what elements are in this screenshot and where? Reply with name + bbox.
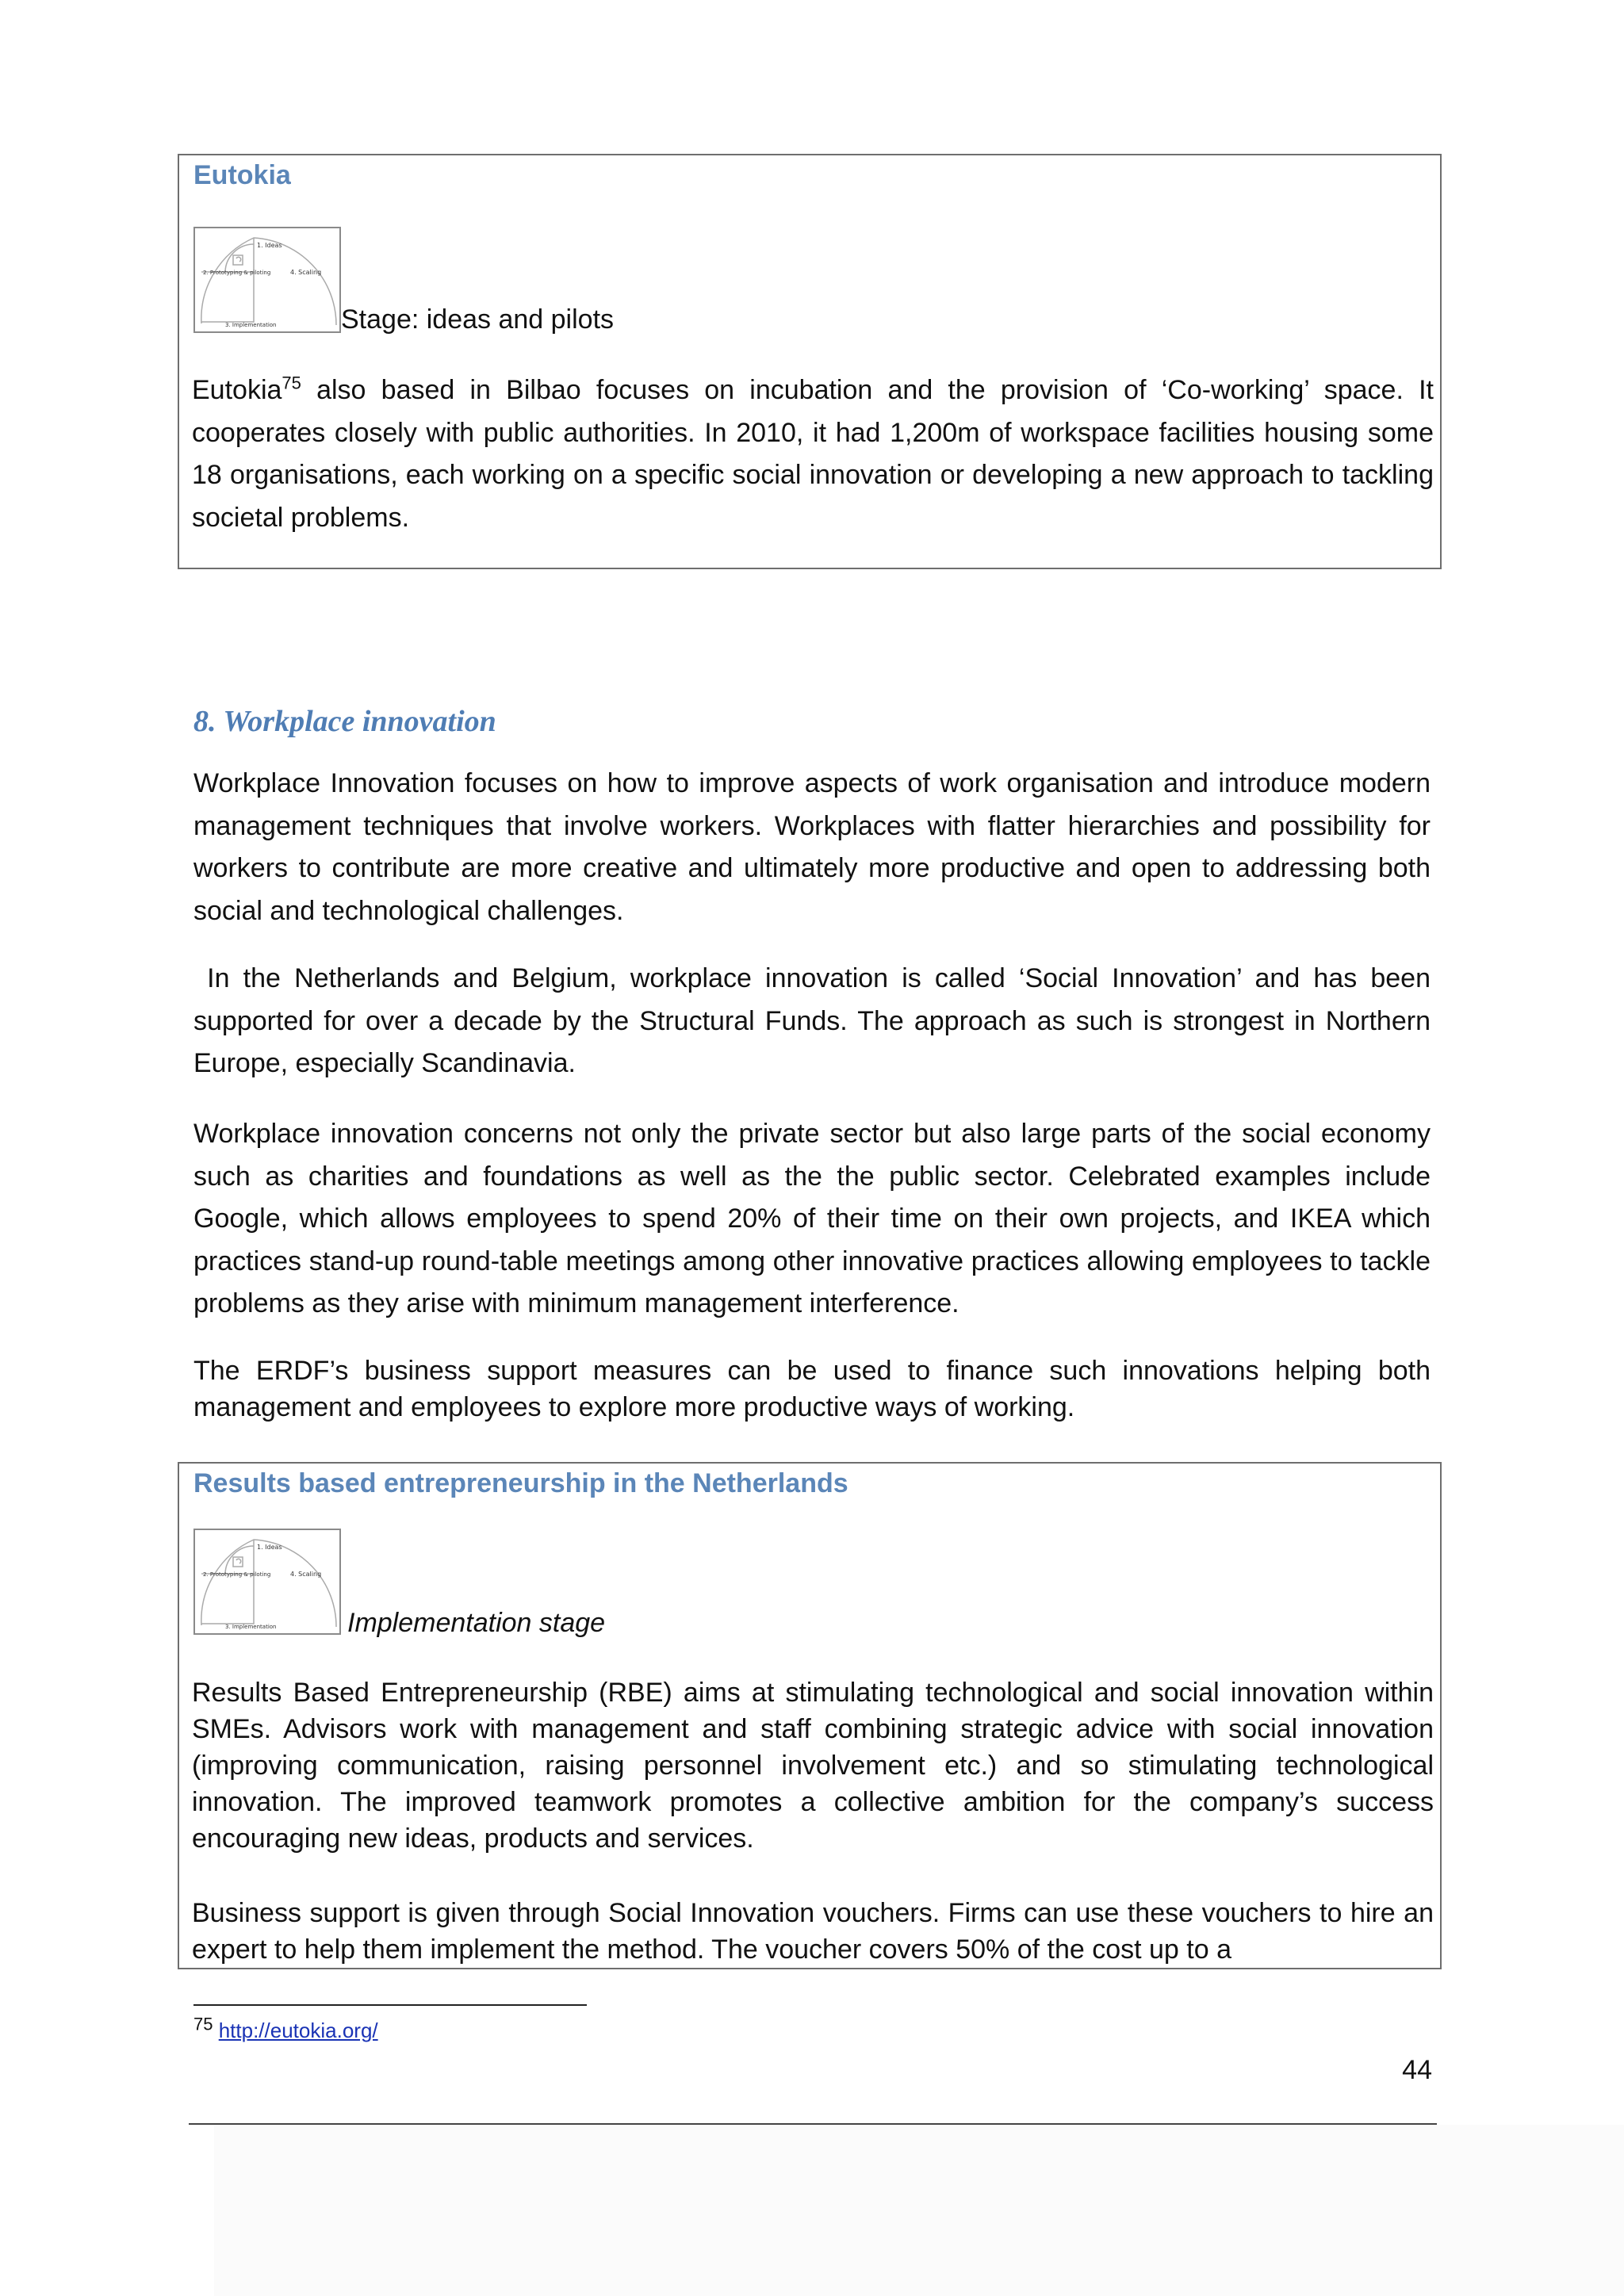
footer-area bbox=[214, 2125, 1624, 2296]
body-lead-word: Eutokia bbox=[192, 375, 282, 405]
innovation-stage-diagram-icon bbox=[193, 227, 341, 333]
diagram-label-implementation: 3. Implementation bbox=[225, 1624, 277, 1630]
section-paragraph: Workplace innovation concerns not only the private sector but also large parts of the social economy such as charities and foundations as well as the the public sector. Celebrated examples include Google, which allows employees to spend 20% of their time on their own projects, and IKEA which practices stand-up round-table meetings among other innovative practices allowing employees to tackle problems as they arise with minimum management interference. bbox=[193, 1119, 1431, 1318]
innovation-stage-diagram-icon bbox=[193, 1529, 341, 1635]
section-paragraph: Workplace Innovation focuses on how to improve aspects of work organisation and introduce modern management techniques that involve workers. Workplaces with flatter hierarchies and possibility for workers to contribute are more creative and ultimately more productive and open to addressing both social and technological challenges. bbox=[193, 768, 1431, 926]
body-rest: also based in Bilbao focuses on incubation and the provision of ‘Co-working’ space. It cooperates closely with public authorities. In 2010, it had 1,200m of workspace facilities housing some 18 organisations, each working on a specific social innovation or developing a new approach to tackling societal problems. bbox=[192, 375, 1434, 533]
section-paragraph: In the Netherlands and Belgium, workplace innovation is called ‘Social Innovation’ and has been supported for over a decade by the Structural Funds. The approach as such is strongest in Northern Europe, especially Scandinavia. bbox=[193, 963, 1438, 1078]
footnote bbox=[193, 2014, 378, 2043]
case-study-body: Business support is given through Social Innovation vouchers. Firms can use these vouchers to hire an expert to help them implement the method. The voucher covers 50% of the cost up to a bbox=[192, 1898, 1434, 1965]
diagram-label-ideas: 1. Ideas bbox=[257, 1544, 282, 1551]
section-paragraph: The ERDF’s business support measures can be used to finance such innovations helping both management and employees to explore more productive ways of working. bbox=[193, 1356, 1431, 1422]
diagram-label-ideas: 1. Ideas bbox=[257, 242, 282, 249]
stage-label: Stage: ideas and pilots bbox=[341, 304, 615, 335]
case-study-body: Results Based Entrepreneurship (RBE) aims at stimulating technological and social innovation within SMEs. Advisors work with management and staff combining strategic advice with social innovation (improving communication, raising personnel involvement etc.) and so stimulating technological innovation. The improved teamwork promotes a collective ambition for the company’s success encouraging new ideas, products and services. bbox=[192, 1678, 1434, 1854]
case-study-box-eutokia bbox=[178, 154, 1442, 569]
case-study-title: Results based entrepreneurship in the Netherlands bbox=[193, 1468, 848, 1498]
case-study-box-rbe bbox=[178, 1462, 1442, 1969]
diagram-label-scaling: 4. Scaling bbox=[290, 269, 322, 276]
footnote-number: 75 bbox=[193, 2014, 213, 2034]
diagram-label-implementation: 3. Implementation bbox=[225, 322, 277, 328]
footnote-link[interactable]: http://eutokia.org/ bbox=[218, 2019, 378, 2042]
page-number: 44 bbox=[1402, 2055, 1432, 2085]
stage-label: Implementation stage bbox=[347, 1608, 606, 1638]
case-study-body bbox=[192, 369, 1434, 539]
case-study-title: Eutokia bbox=[193, 160, 291, 190]
diagram-label-prototyping: 2. Prototyping & piloting bbox=[203, 1571, 271, 1578]
diagram-label-scaling: 4. Scaling bbox=[290, 1571, 322, 1578]
diagram-label-prototyping: 2. Prototyping & piloting bbox=[203, 270, 271, 276]
section-heading: 8. Workplace innovation bbox=[193, 705, 496, 738]
footnote-separator bbox=[193, 2004, 587, 2006]
footnote-ref[interactable]: 75 bbox=[282, 373, 301, 393]
